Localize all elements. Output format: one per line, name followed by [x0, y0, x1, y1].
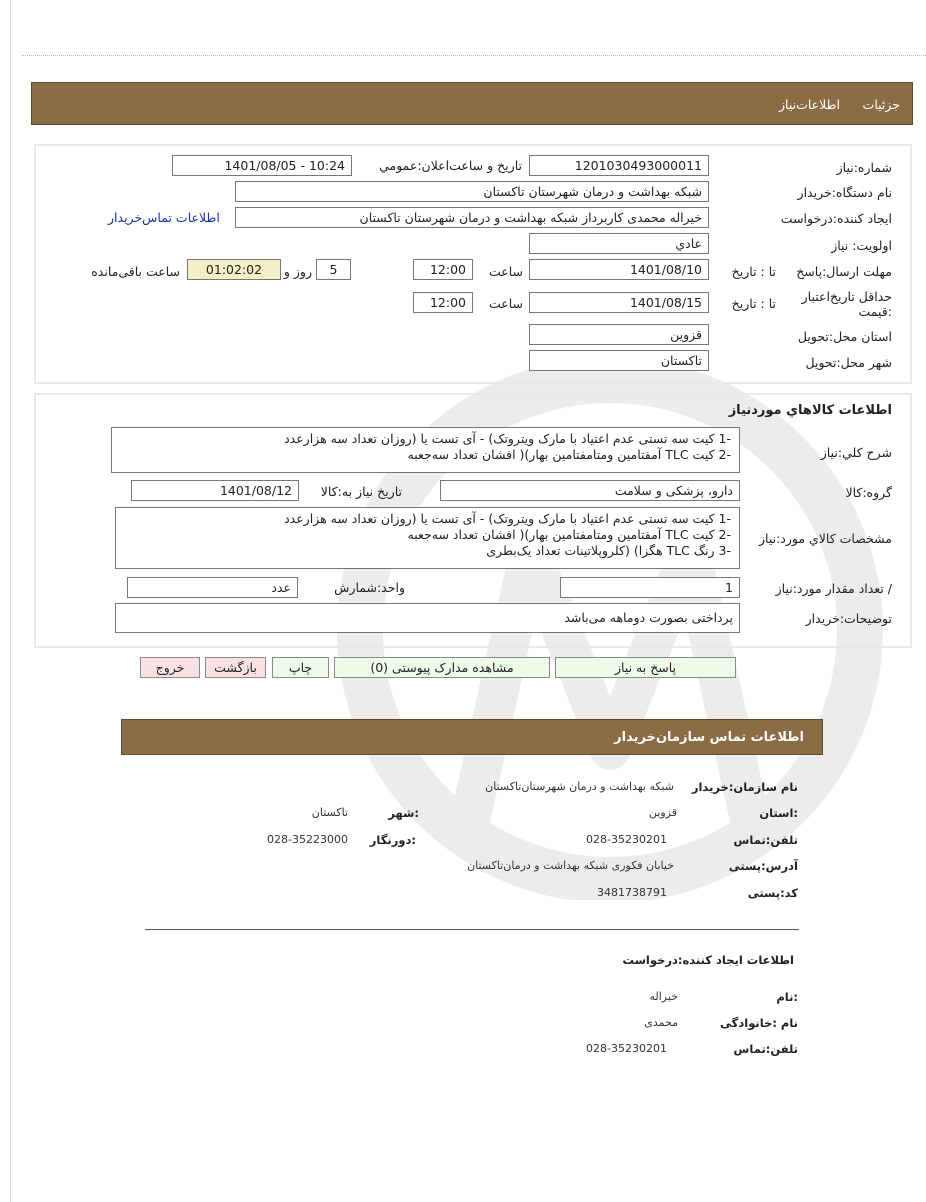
contact-fax-value: 028-35223000 — [267, 833, 348, 846]
print-button[interactable]: چاپ — [272, 657, 329, 678]
priority-field: عادي — [529, 233, 709, 254]
buyer-org-label: نام دستگاه:خریدار — [797, 185, 892, 200]
reply-deadline-label: مهلت ارسال:پاسخ — [796, 264, 892, 279]
header-info-title: اطلاعات‌نیاز — [778, 97, 840, 112]
announce-date-field: 1401/08/05 - 10:24 — [172, 155, 352, 176]
contact-phone-label: تلفن:تماس — [733, 833, 798, 847]
quantity-field: 1 — [560, 577, 740, 598]
general-description-box — [111, 427, 740, 473]
announce-date-label: تاریخ و ساعت‌اعلان:عمومي — [379, 158, 522, 173]
goods-spec-line: -2 کیت TLC آمفتامین ومتامفتامین بهار)( افشان تعداد سه‌جعبه — [407, 527, 731, 542]
quantity-label: / تعداد مقدار مورد:نیاز — [775, 581, 892, 596]
contact-province-value: قزوین — [648, 806, 677, 819]
general-description-line: -2 کیت TLC آمفتامین ومتامفتامین بهار)( افشان تعداد سه‌جعبه — [407, 447, 731, 462]
top-dotted-rule — [22, 55, 926, 56]
contact-province-label: :استان — [759, 806, 798, 820]
goods-spec-line: -3 رنگ TLC هگزا) (کلروپلاتینات تعداد یک‌بطری — [486, 543, 731, 558]
buyer-contact-title: اطلاعات تماس سازمان‌خریدار — [614, 730, 804, 745]
unit-field: عدد — [127, 577, 298, 598]
exit-button[interactable]: خروج — [140, 657, 200, 678]
creator-family-value: محمدی — [644, 1016, 678, 1029]
delivery-city-field: تاکستان — [529, 350, 709, 371]
deadline-date-field: 1401/08/10 — [529, 259, 709, 280]
priority-label: اولویت: نیاز — [831, 238, 892, 253]
buyer-org-field: شبکه بهداشت و درمان شهرستان تاکستان — [235, 181, 709, 202]
view-attachments-button[interactable]: مشاهده مدارک پیوستی (0) — [334, 657, 550, 678]
contact-postal-label: کد:پستی — [747, 886, 798, 900]
contact-city-label: :شهر — [388, 806, 419, 820]
delivery-province-field: قزوین — [529, 324, 709, 345]
creator-info-title: اطلاعات ایجاد کننده:درخواست — [622, 953, 794, 967]
validity-to-date-label: تا : تاریخ — [731, 296, 776, 311]
creator-phone-label: تلفن:تماس — [733, 1042, 798, 1056]
creator-family-label: نام :خانوادگی — [720, 1016, 798, 1030]
section-divider — [145, 929, 799, 930]
time-remaining-field: 01:02:02 — [187, 259, 281, 280]
creator-phone-value: 028-35230201 — [586, 1042, 667, 1055]
contact-address-label: آدرس:پستی — [728, 859, 798, 873]
general-description-line: -1 کیت سه تستی عدم اعتیاد با مارک ویتروتک) - آی تست یا (روزان تعداد سه هزارعدد — [284, 431, 731, 446]
unit-label: واحد:شمارش — [334, 580, 405, 595]
contact-fax-label: :دورنگار — [369, 833, 416, 847]
buyer-contact-link[interactable]: اطلاعات تماس‌خریدار — [108, 210, 220, 225]
days-remaining-field: 5 — [316, 259, 351, 280]
goods-section-title: اطلاعات کالاهاي موردنیاز — [728, 403, 892, 418]
validity-date-field: 1401/08/15 — [529, 292, 709, 313]
deadline-time-field: 12:00 — [413, 259, 473, 280]
validity-time-field: 12:00 — [413, 292, 473, 313]
price-validity-label: حداقل تاریخ‌اعتبار :قیمت — [801, 289, 892, 319]
contact-city-value: تاکستان — [311, 806, 348, 819]
buyer-contact-header-bar — [121, 719, 823, 755]
deadline-to-date-label: تا : تاریخ — [731, 264, 776, 279]
days-label: روز و — [283, 264, 312, 279]
need-date-field: 1401/08/12 — [131, 480, 299, 501]
need-number-label: شماره:نیاز — [836, 160, 892, 175]
back-button[interactable]: بازگشت — [205, 657, 266, 678]
contact-org-value: شبکه بهداشت و درمان شهرستان‌تاکستان — [485, 780, 674, 793]
goods-spec-box — [115, 507, 740, 569]
contact-phone-value: 028-35230201 — [586, 833, 667, 846]
contact-address-value: خیابان فکوری شبکه بهداشت و درمان‌تاکستان — [467, 859, 674, 872]
goods-spec-line: -1 کیت سه تستی عدم اعتیاد با مارک ویتروتک) - آی تست یا (روزان تعداد سه هزارعدد — [284, 511, 731, 526]
creator-field: خیراله محمدی کاربرداز شبکه بهداشت و درمان شهرستان تاکستان — [235, 207, 709, 228]
buyer-notes-label: توضیحات:خریدار — [805, 611, 892, 626]
contact-org-label: نام سازمان:خریدار — [691, 780, 798, 794]
goods-group-label: گروه:کالا — [845, 485, 892, 500]
general-description-label: شرح کلي:نیاز — [820, 445, 892, 460]
creator-name-value: خیراله — [649, 990, 678, 1003]
need-date-label: تاریخ نیاز به:کالا — [320, 484, 402, 499]
creator-label: ایجاد کننده:درخواست — [780, 211, 892, 226]
page-left-border — [10, 0, 11, 1202]
goods-group-field: دارو، پزشکی و سلامت — [440, 480, 740, 501]
creator-name-label: :نام — [776, 990, 798, 1004]
buyer-notes-field: پرداختی بصورت دوماهه می‌باشد — [115, 603, 740, 633]
delivery-city-label: شهر محل:تحویل — [805, 355, 892, 370]
reply-to-need-button[interactable]: پاسخ به نیاز — [555, 657, 736, 678]
details-header-bar — [31, 82, 913, 125]
delivery-province-label: استان محل:تحویل — [797, 329, 892, 344]
contact-postal-value: 3481738791 — [597, 886, 667, 899]
deadline-time-label: ساعت — [488, 264, 523, 279]
need-number-field: 1201030493000011 — [529, 155, 709, 176]
validity-time-label: ساعت — [488, 296, 523, 311]
header-details-title: جزئیات — [862, 97, 900, 112]
goods-spec-label: مشخصات کالاي مورد:نیاز — [758, 531, 892, 546]
time-remaining-label: ساعت باقی‌مانده — [91, 264, 180, 279]
